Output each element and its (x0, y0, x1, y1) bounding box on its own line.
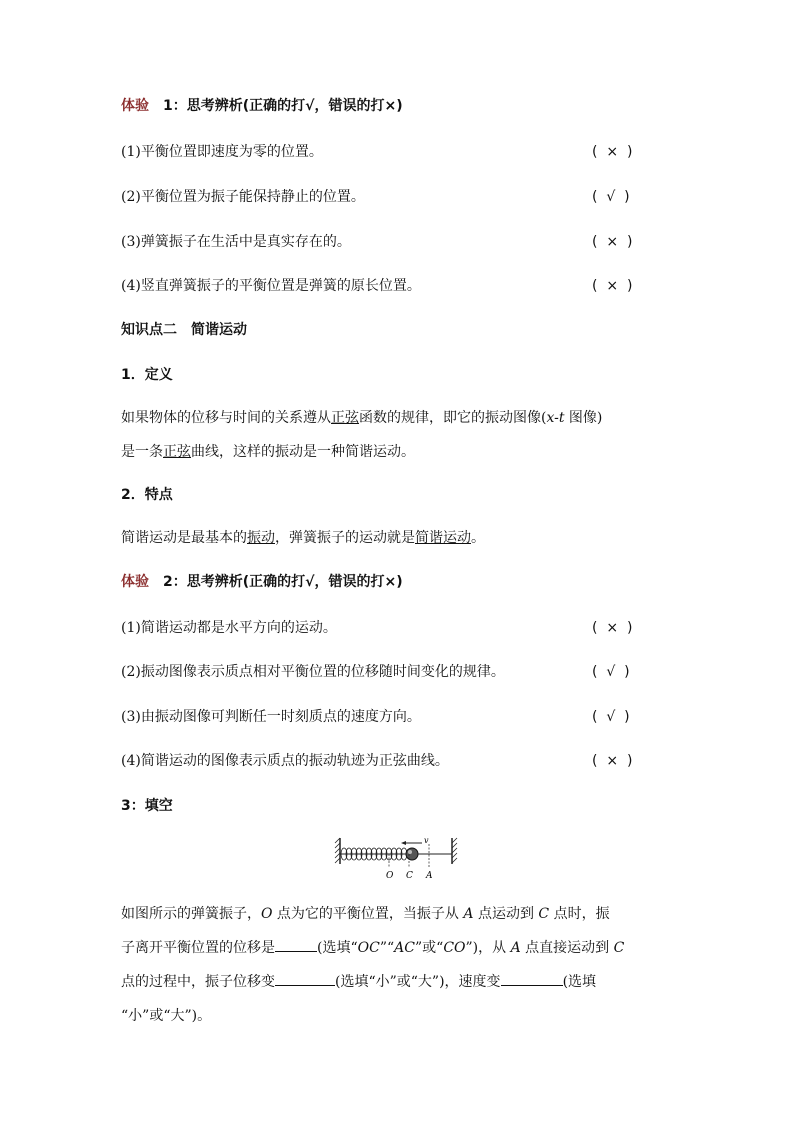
exp1-title: 思考辨析 (186, 98, 243, 114)
fill-C-1: C (538, 906, 550, 922)
exp1-answer-2: ( √ ) (592, 189, 630, 205)
def-text-e: 图像) (564, 410, 603, 426)
fill-O-1: O (261, 906, 273, 922)
oscillator-ball (406, 848, 418, 860)
feat-term-vibration: 振动 (247, 530, 275, 546)
exp2-item-2: (2)振动图像表示质点相对平衡位置的位移随时间变化的规律。 (121, 664, 505, 680)
exp2-item-3: (3)由振动图像可判断任一时刻质点的速度方向。 (121, 709, 421, 725)
exp2-answer-2: ( √ ) (592, 664, 630, 680)
exp1-answer-1: ( × ) (592, 144, 633, 160)
fill-C-2: C (613, 940, 625, 956)
def-text-c: 函数的规律，即它的振动图像( (359, 410, 547, 426)
exp2-answer-3: ( √ ) (592, 709, 630, 725)
fill-text-1c: 点为它的平衡位置，当振子从 (272, 906, 464, 922)
fill-paragraph (121, 897, 677, 1033)
point-C-label: C (406, 871, 413, 881)
fill-text-1e: 点运动到 (473, 906, 539, 922)
blank-displacement[interactable] (275, 937, 317, 952)
exp1-answer-3: ( × ) (592, 234, 633, 250)
feat-text-e: 。 (471, 530, 485, 546)
fill-text-1g: 点时，振 (549, 906, 610, 922)
fill-text-2h: ”)，从 (465, 940, 511, 956)
velocity-label: v (424, 836, 429, 845)
feat-paragraph (121, 529, 485, 547)
fill-CO: CO (443, 940, 466, 956)
exp2-title: 思考辨析 (186, 574, 243, 590)
fill-text-1a: 如图所示的弹簧振子， (121, 906, 261, 922)
fill-text-4a: “小”或“大”)。 (121, 1008, 212, 1024)
fill-text-2b: (选填“ (317, 940, 358, 956)
exp1-header (121, 97, 403, 115)
def-text-a: 如果物体的位移与时间的关系遵从 (121, 410, 331, 426)
exp2-hint: (正确的打√，错误的打×) (242, 574, 403, 590)
fill-text-3b: (选填“小”或“大”)，速度变 (335, 974, 501, 990)
def-xt: x-t (546, 410, 565, 426)
exp2-header (121, 573, 403, 591)
def-text-2c: 曲线，这样的振动是一种简谐运动。 (191, 444, 415, 460)
exp2-item-4: (4)简谐运动的图像表示质点的振动轨迹为正弦曲线。 (121, 753, 449, 769)
def-heading: 1．定义 (121, 367, 173, 383)
def-text-2a: 是一条 (121, 444, 163, 460)
fill-OC: OC (357, 940, 380, 956)
point-O-label: O (386, 871, 394, 881)
def-term-sine-2: 正弦 (163, 444, 191, 460)
point-A-label: A (426, 871, 433, 881)
exp2-item-1: (1)简谐运动都是水平方向的运动。 (121, 620, 337, 636)
fill-A-2: A (510, 940, 521, 956)
fill-AC: AC (394, 940, 415, 956)
exp2-answer-4: ( × ) (592, 753, 633, 769)
feat-text-c: ，弹簧振子的运动就是 (275, 530, 415, 546)
exp2-label: 体验 (121, 574, 149, 590)
exp1-label: 体验 (121, 98, 149, 114)
fill-text-2f: ”或“ (414, 940, 444, 956)
fill-heading: 3：填空 (121, 798, 173, 814)
fill-text-3a: 点的过程中，振子位移变 (121, 974, 275, 990)
fill-text-2a: 子离开平衡位置的位移是 (121, 940, 275, 956)
fill-A-1: A (463, 906, 474, 922)
def-paragraph (121, 401, 677, 469)
fill-text-2j: 点直接运动到 (520, 940, 614, 956)
exp1-item-3: (3)弹簧振子在生活中是真实存在的。 (121, 234, 351, 250)
exp1-hint: (正确的打√，错误的打×) (242, 98, 403, 114)
fill-text-2d: ”“ (379, 940, 395, 956)
feat-heading: 2．特点 (121, 487, 173, 503)
exp1-item-4: (4)竖直弹簧振子的平衡位置是弹簧的原长位置。 (121, 278, 421, 294)
exp1-item-1: (1)平衡位置即速度为零的位置。 (121, 144, 323, 160)
fill-text-3c: (选填 (562, 974, 597, 990)
exp2-answer-1: ( × ) (592, 620, 633, 636)
exp1-num: 1： (163, 98, 187, 114)
feat-text-a: 简谐运动是最基本的 (121, 530, 247, 546)
blank-speed-change[interactable] (501, 971, 563, 986)
feat-term-shm: 简谐运动 (415, 530, 471, 546)
def-term-sine-1: 正弦 (331, 410, 359, 426)
exp2-num: 2： (163, 574, 187, 590)
blank-displacement-change[interactable] (275, 971, 335, 986)
exp1-answer-4: ( × ) (592, 278, 633, 294)
exp1-item-2: (2)平衡位置为振子能保持静止的位置。 (121, 189, 365, 205)
spring-oscillator-figure (334, 834, 460, 884)
section2-title: 知识点二 简谐运动 (121, 322, 247, 338)
